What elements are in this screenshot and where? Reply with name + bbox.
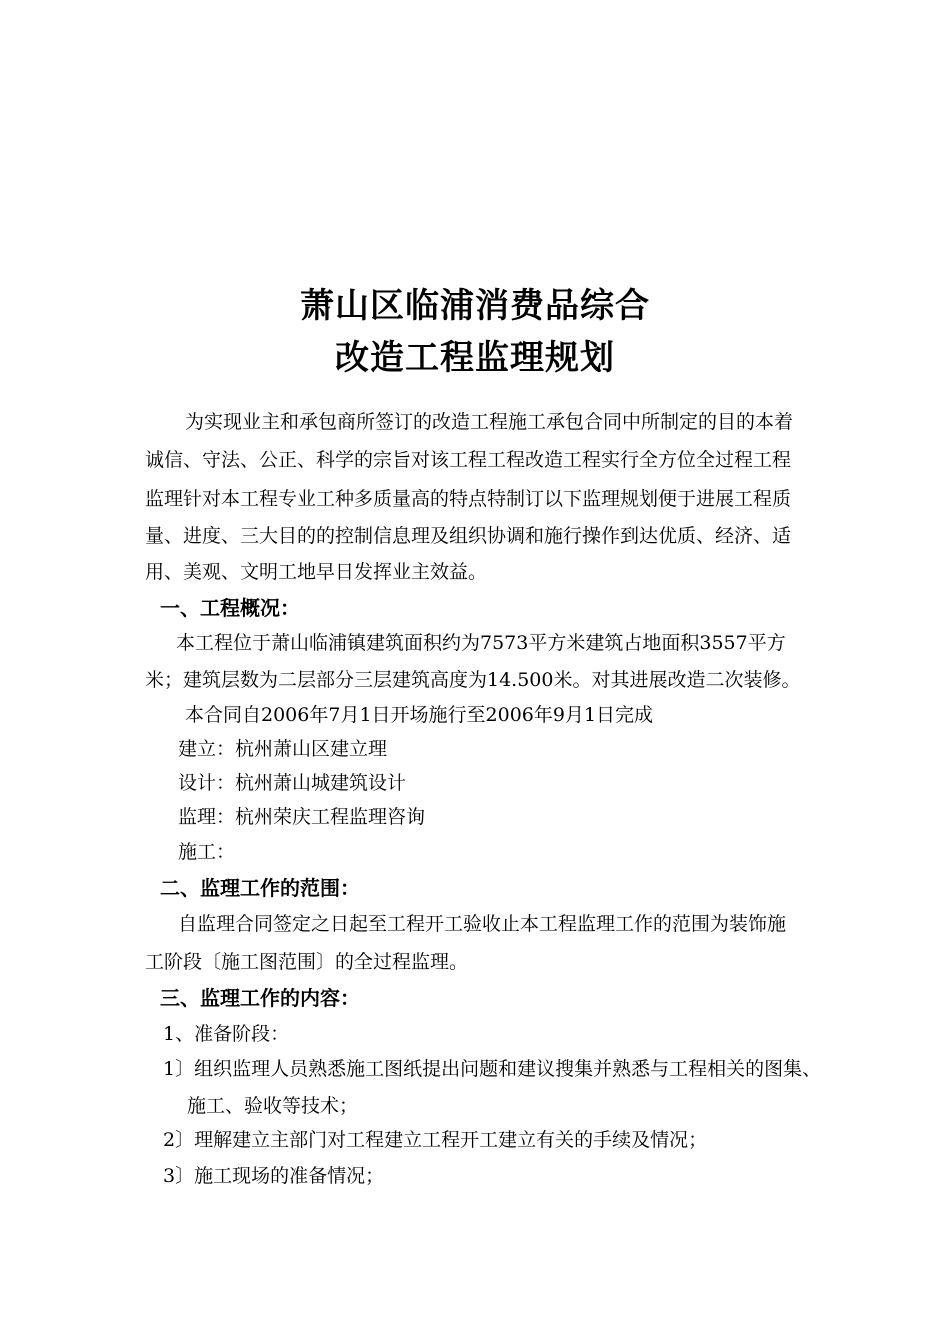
prep-stage-label: 1、准备阶段： xyxy=(163,1023,290,1045)
section-heading-scope: 二、监理工作的范围： xyxy=(160,876,360,900)
owner-info: 建立：杭州萧山区建立理 xyxy=(178,738,388,760)
prep-item-1: 1〕组织监理人员熟悉施工图纸提出问题和建议搜集并熟悉与工程相关的图集、 xyxy=(163,1058,822,1080)
document-title-line-2: 改造工程监理规划 xyxy=(335,338,615,378)
document-title-line-1: 萧山区临浦消费品综合 xyxy=(300,286,650,326)
intro-line-3: 监理针对本工程专业工种多质量高的特点特制订以下监理规划便于进展工程质 xyxy=(145,488,792,510)
prep-item-2: 2〕理解建立主部门对工程建立工程开工建立有关的手续及情况； xyxy=(163,1129,708,1151)
section-heading-overview: 一、工程概况： xyxy=(160,596,300,620)
overview-line-2: 米；建筑层数为二层部分三层建筑高度为14.500米。对其进展改造二次装修。 xyxy=(145,669,801,691)
prep-item-1-cont: 施工、验收等技术； xyxy=(187,1095,359,1117)
intro-line-2: 诚信、守法、公正、科学的宗旨对该工程工程改造工程实行全方位全过程工程 xyxy=(145,449,792,471)
contractor-info: 施工： xyxy=(178,841,236,863)
section-heading-content: 三、监理工作的内容： xyxy=(160,986,360,1010)
contract-period: 本合同自2006年7月1日开场施行至2006年9月1日完成 xyxy=(185,704,654,726)
intro-line-1: 为实现业主和承包商所签订的改造工程施工承包合同中所制定的目的本着 xyxy=(185,411,794,433)
scope-line-1: 自监理合同签定之日起至工程开工验收止本工程监理工作的范围为装饰施 xyxy=(178,913,787,935)
designer-info: 设计：杭州萧山城建筑设计 xyxy=(178,772,407,794)
intro-line-4: 量、进度、三大目的的控制信息理及组织协调和施行操作到达优质、经济、适 xyxy=(145,525,792,547)
supervisor-info: 监理：杭州荣庆工程监理咨询 xyxy=(178,806,426,828)
intro-line-5: 用、美观、文明工地早日发挥业主效益。 xyxy=(145,561,488,583)
overview-line-1: 本工程位于萧山临浦镇建筑面积约为7573平方米建筑占地面积3557平方 xyxy=(176,632,786,654)
scope-line-2: 工阶段〔施工图范围〕的全过程监理。 xyxy=(145,951,469,973)
prep-item-3: 3〕施工现场的准备情况； xyxy=(163,1165,385,1187)
